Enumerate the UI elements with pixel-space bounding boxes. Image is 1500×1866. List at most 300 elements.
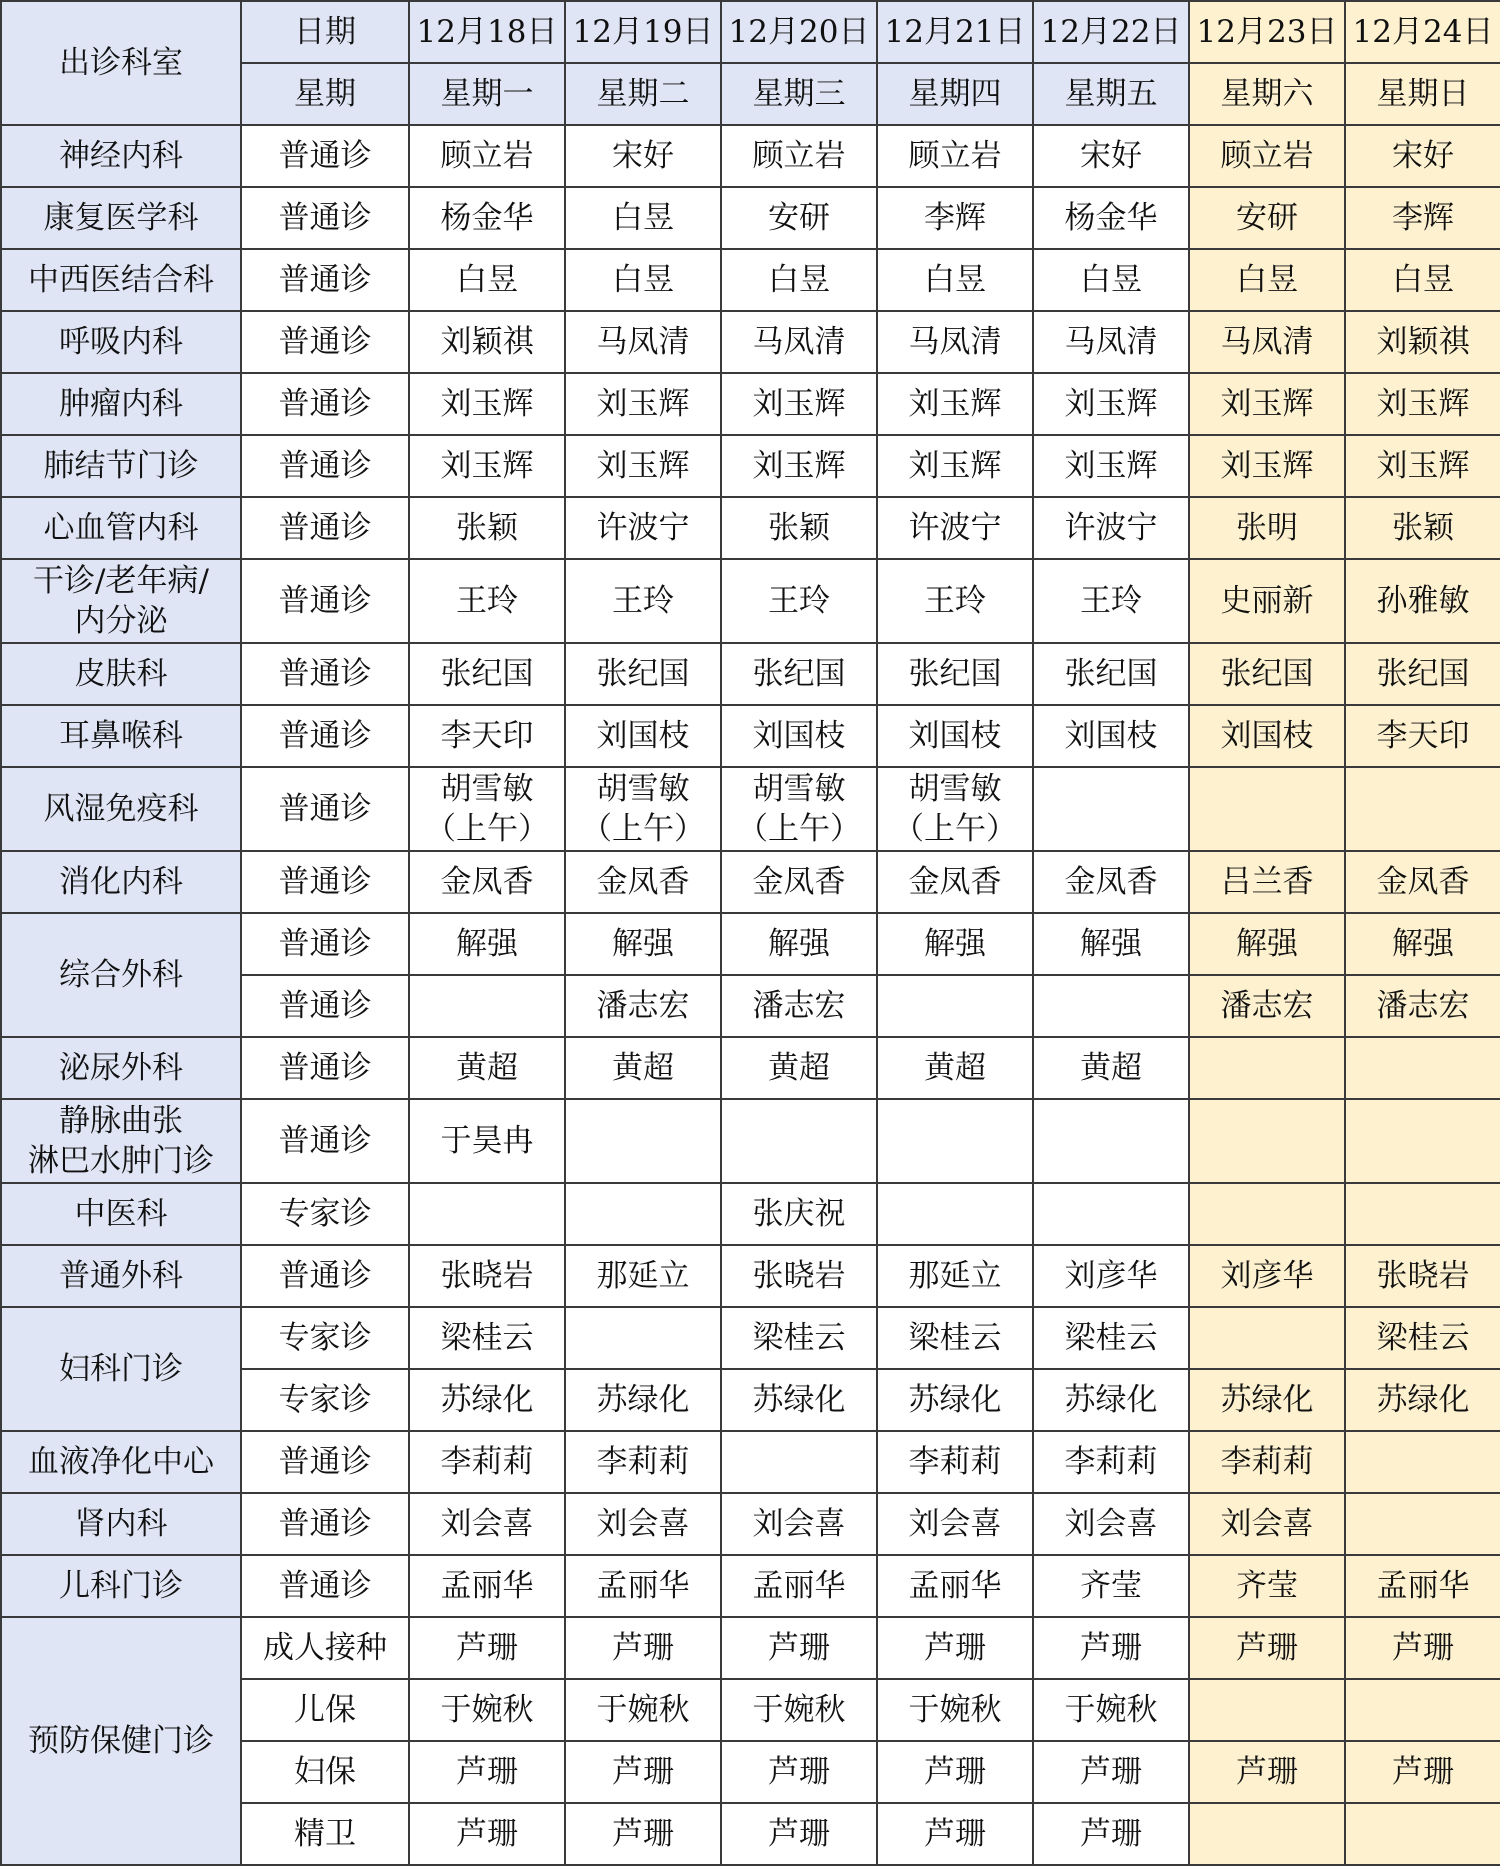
doctor-cell-weekend [1345,125,1500,187]
doctor-cell-weekend [1189,1431,1345,1493]
doctor-cell [877,187,1033,249]
doctor-name: 刘颖祺 [1376,324,1470,360]
clinic-type-cell: 普通诊 [241,187,409,249]
doctor-name: 刘国枝 [596,718,690,754]
date-cell: 12月19日 [565,1,721,63]
doctor-cell-weekend [1189,249,1345,311]
doctor-name: 孟丽华 [596,1568,690,1604]
doctor-name: 黄超 [1080,1050,1142,1086]
doctor-name: 刘玉辉 [1376,386,1470,422]
clinic-type-cell: 普通诊 [241,497,409,559]
doctor-cell [721,1741,877,1803]
doctor-cell [1033,705,1189,767]
doctor-name: 刘玉辉 [1064,448,1158,484]
doctor-name: 黄超 [456,1050,518,1086]
doctor-cell [1033,1431,1189,1493]
schedule-row [1,1037,1500,1099]
schedule-row [1,643,1500,705]
doctor-cell [565,1369,721,1431]
doctor-name: 芦珊 [768,1630,830,1666]
doctor-name: 张纪国 [1220,656,1314,692]
doctor-name: 胡雪敏 [908,771,1002,807]
doctor-name: 芦珊 [768,1816,830,1852]
session-note: （上午） [893,811,1017,847]
doctor-cell [877,311,1033,373]
doctor-cell-weekend [1189,1037,1345,1099]
clinic-type-cell: 普通诊 [241,1431,409,1493]
doctor-name: 解强 [456,926,518,962]
doctor-name: 黄超 [924,1050,986,1086]
doctor-cell-weekend [1189,1369,1345,1431]
doctor-cell [1033,125,1189,187]
clinic-type-cell: 普通诊 [241,913,409,975]
department-cell [1,643,241,705]
doctor-cell [877,497,1033,559]
doctor-cell [1033,1307,1189,1369]
doctor-cell [409,1037,565,1099]
doctor-name: 顾立岩 [1220,138,1314,174]
clinic-type-cell: 普通诊 [241,373,409,435]
doctor-name: 顾立岩 [440,138,534,174]
doctor-cell-weekend [1345,851,1500,913]
doctor-name: 芦珊 [1236,1630,1298,1666]
department-name: 普通外科 [59,1258,183,1294]
department-cell [1,1307,241,1431]
doctor-cell [565,913,721,975]
doctor-cell [1033,1369,1189,1431]
doctor-cell [877,1741,1033,1803]
department-cell [1,1183,241,1245]
doctor-cell [877,1431,1033,1493]
doctor-cell-weekend [1345,1245,1500,1307]
doctor-cell [721,187,877,249]
doctor-cell [721,851,877,913]
doctor-name: 张颖 [768,510,830,546]
department-name: 血液净化中心 [28,1444,214,1480]
doctor-name: 齐莹 [1236,1568,1298,1604]
doctor-cell-weekend [1189,643,1345,705]
doctor-cell [565,705,721,767]
doctor-cell [565,1803,721,1865]
doctor-name: 于婉秋 [1064,1692,1158,1728]
doctor-name: 刘国枝 [1064,718,1158,754]
doctor-cell-weekend [1345,187,1500,249]
doctor-cell [409,1245,565,1307]
doctor-cell-weekend [1189,1183,1345,1245]
doctor-cell [877,1803,1033,1865]
department-name: 儿科门诊 [59,1568,183,1604]
doctor-cell [1033,311,1189,373]
doctor-cell [409,435,565,497]
doctor-cell-weekend [1345,435,1500,497]
schedule-row [1,187,1500,249]
schedule-row [1,1245,1500,1307]
doctor-cell [1033,187,1189,249]
schedule-row [1,125,1500,187]
doctor-cell [565,1307,721,1369]
department-cell [1,767,241,851]
doctor-name: 许波宁 [908,510,1002,546]
doctor-cell [409,311,565,373]
doctor-cell-weekend [1345,559,1500,643]
doctor-name: 刘会喜 [908,1506,1002,1542]
clinic-type-cell: 普通诊 [241,975,409,1037]
doctor-name: 白昱 [612,262,674,298]
department-cell [1,851,241,913]
doctor-cell [409,187,565,249]
doctor-cell [877,1037,1033,1099]
doctor-name: 黄超 [612,1050,674,1086]
clinic-type-cell: 普通诊 [241,705,409,767]
department-name: 中医科 [74,1196,168,1232]
doctor-cell [409,559,565,643]
doctor-name: 解强 [612,926,674,962]
doctor-name: 孟丽华 [752,1568,846,1604]
schedule-row [1,851,1500,913]
doctor-name: 于婉秋 [596,1692,690,1728]
doctor-name: 潘志宏 [596,988,690,1024]
doctor-cell [1033,249,1189,311]
doctor-cell-weekend [1189,373,1345,435]
doctor-name: 解强 [924,926,986,962]
department-name: 肾内科 [74,1506,168,1542]
doctor-cell [877,435,1033,497]
doctor-cell-weekend [1189,1099,1345,1183]
doctor-cell [877,705,1033,767]
department-name: 干诊/老年病/ [33,563,209,599]
doctor-name: 李莉莉 [1064,1444,1158,1480]
doctor-name: 白昱 [612,200,674,236]
doctor-name: 刘会喜 [596,1506,690,1542]
doctor-cell-weekend [1345,311,1500,373]
doctor-cell [409,1369,565,1431]
date-cell-weekend: 12月24日 [1345,1,1500,63]
doctor-cell [409,125,565,187]
doctor-name: 马凤清 [1064,324,1158,360]
doctor-cell-weekend [1189,767,1345,851]
doctor-name: 刘国枝 [908,718,1002,754]
doctor-cell [565,1431,721,1493]
doctor-cell-weekend [1345,1803,1500,1865]
doctor-cell [877,1183,1033,1245]
doctor-name: 潘志宏 [752,988,846,1024]
doctor-name: 齐莹 [1080,1568,1142,1604]
department-cell [1,187,241,249]
doctor-cell [877,643,1033,705]
department-cell [1,559,241,643]
doctor-cell [1033,1617,1189,1679]
clinic-type-cell: 普通诊 [241,125,409,187]
doctor-name: 金凤香 [440,864,534,900]
doctor-name: 刘会喜 [440,1506,534,1542]
doctor-name: 王玲 [612,583,674,619]
clinic-type-cell: 专家诊 [241,1307,409,1369]
doctor-cell [1033,1245,1189,1307]
date-header: 日期 [241,1,409,63]
doctor-name: 杨金华 [440,200,534,236]
doctor-name: 刘彦华 [1064,1258,1158,1294]
doctor-name: 于昊冉 [440,1123,534,1159]
schedule-row [1,1555,1500,1617]
doctor-cell [721,559,877,643]
clinic-type-cell: 专家诊 [241,1183,409,1245]
doctor-cell-weekend [1189,851,1345,913]
doctor-cell-weekend [1345,1679,1500,1741]
doctor-cell-weekend [1189,1803,1345,1865]
doctor-cell-weekend [1189,975,1345,1037]
doctor-name: 安研 [768,200,830,236]
doctor-cell-weekend [1189,435,1345,497]
doctor-cell-weekend [1189,1741,1345,1803]
doctor-name: 张纪国 [596,656,690,692]
session-note: （上午） [425,811,549,847]
doctor-cell [877,1369,1033,1431]
doctor-cell [565,559,721,643]
schedule-row [1,249,1500,311]
doctor-name: 马凤清 [752,324,846,360]
doctor-cell [721,1183,877,1245]
doctor-cell-weekend [1189,913,1345,975]
doctor-cell [565,643,721,705]
doctor-cell [721,373,877,435]
clinic-type-cell: 儿保 [241,1679,409,1741]
schedule-row [1,497,1500,559]
department-cell [1,373,241,435]
session-note: （上午） [737,811,861,847]
doctor-cell-weekend [1345,1037,1500,1099]
department-cell [1,435,241,497]
doctor-name: 李天印 [440,718,534,754]
doctor-cell [877,1245,1033,1307]
schedule-row [1,1307,1500,1369]
clinic-type-cell: 普通诊 [241,851,409,913]
doctor-cell-weekend [1345,643,1500,705]
doctor-cell [721,311,877,373]
doctor-cell-weekend [1189,705,1345,767]
doctor-name: 芦珊 [1392,1630,1454,1666]
department-cell [1,1617,241,1865]
doctor-name: 苏绿化 [1376,1382,1470,1418]
doctor-name: 胡雪敏 [596,771,690,807]
doctor-cell [409,1679,565,1741]
doctor-cell [877,913,1033,975]
doctor-name: 于婉秋 [908,1692,1002,1728]
doctor-cell [565,1245,721,1307]
doctor-cell-weekend [1189,1245,1345,1307]
doctor-name: 刘玉辉 [752,386,846,422]
department-cell [1,1555,241,1617]
doctor-name: 李莉莉 [440,1444,534,1480]
doctor-cell-weekend [1345,975,1500,1037]
schedule-row [1,311,1500,373]
department-name: 妇科门诊 [59,1351,183,1387]
doctor-name: 解强 [768,926,830,962]
doctor-cell [565,1741,721,1803]
doctor-cell [721,767,877,851]
doctor-name: 梁桂云 [1376,1320,1470,1356]
doctor-cell [877,1099,1033,1183]
doctor-name: 刘国枝 [1220,718,1314,754]
doctor-name: 梁桂云 [908,1320,1002,1356]
date-cell-weekend: 12月23日 [1189,1,1345,63]
doctor-name: 刘玉辉 [596,448,690,484]
doctor-cell [565,1099,721,1183]
doctor-cell [1033,1493,1189,1555]
doctor-name: 芦珊 [456,1630,518,1666]
doctor-cell [721,1679,877,1741]
doctor-cell-weekend [1345,497,1500,559]
doctor-name: 苏绿化 [908,1382,1002,1418]
department-cell [1,913,241,1037]
doctor-cell [409,767,565,851]
department-name: 内分泌 [74,603,168,639]
doctor-cell [721,1245,877,1307]
doctor-cell-weekend [1189,1493,1345,1555]
schedule-row [1,1617,1500,1679]
doctor-cell [1033,1741,1189,1803]
doctor-cell [409,1183,565,1245]
weekday-cell: 星期一 [409,63,565,125]
schedule-row [1,435,1500,497]
doctor-name: 刘玉辉 [596,386,690,422]
doctor-cell [409,851,565,913]
doctor-name: 刘彦华 [1220,1258,1314,1294]
doctor-name: 李辉 [1392,200,1454,236]
doctor-name: 芦珊 [612,1754,674,1790]
department-cell [1,497,241,559]
doctor-name: 芦珊 [1080,1630,1142,1666]
department-name: 肺结节门诊 [43,448,199,484]
doctor-cell-weekend [1189,311,1345,373]
department-name: 心血管内科 [43,510,199,546]
doctor-name: 马凤清 [596,324,690,360]
doctor-cell [565,1493,721,1555]
doctor-cell [877,851,1033,913]
clinic-type-cell: 普通诊 [241,1493,409,1555]
doctor-cell [1033,1183,1189,1245]
doctor-name: 苏绿化 [1064,1382,1158,1418]
doctor-cell [565,767,721,851]
doctor-cell [721,1555,877,1617]
schedule-row [1,1099,1500,1183]
clinic-type-cell: 普通诊 [241,311,409,373]
doctor-name: 芦珊 [612,1816,674,1852]
clinic-type-cell: 普通诊 [241,1245,409,1307]
doctor-cell [1033,1099,1189,1183]
doctor-name: 张明 [1236,510,1298,546]
doctor-name: 解强 [1392,926,1454,962]
doctor-name: 孟丽华 [908,1568,1002,1604]
doctor-name: 白昱 [1080,262,1142,298]
doctor-cell [877,1555,1033,1617]
doctor-name: 黄超 [768,1050,830,1086]
doctor-name: 金凤香 [908,864,1002,900]
doctor-name: 芦珊 [924,1754,986,1790]
doctor-cell-weekend [1189,559,1345,643]
weekday-cell-weekend: 星期六 [1189,63,1345,125]
doctor-cell [1033,767,1189,851]
doctor-cell [721,1617,877,1679]
doctor-name: 白昱 [456,262,518,298]
doctor-cell [1033,1803,1189,1865]
doctor-cell-weekend [1345,1555,1500,1617]
doctor-name: 白昱 [1392,262,1454,298]
department-cell [1,1099,241,1183]
doctor-cell [721,125,877,187]
doctor-cell [721,497,877,559]
doctor-name: 胡雪敏 [440,771,534,807]
doctor-name: 刘玉辉 [752,448,846,484]
doctor-cell-weekend [1189,1617,1345,1679]
weekday-cell-weekend: 星期日 [1345,63,1500,125]
department-cell [1,249,241,311]
doctor-cell [721,1431,877,1493]
doctor-cell [409,1555,565,1617]
doctor-name: 刘玉辉 [440,448,534,484]
doctor-cell [565,975,721,1037]
doctor-cell [721,1803,877,1865]
doctor-name: 张颖 [1392,510,1454,546]
schedule-row [1,913,1500,975]
department-cell [1,1493,241,1555]
clinic-type-cell: 普通诊 [241,559,409,643]
doctor-name: 张纪国 [908,656,1002,692]
doctor-name: 芦珊 [1080,1816,1142,1852]
doctor-cell [409,1099,565,1183]
department-name: 呼吸内科 [59,324,183,360]
doctor-name: 马凤清 [1220,324,1314,360]
doctor-name: 李莉莉 [908,1444,1002,1480]
doctor-name: 苏绿化 [1220,1382,1314,1418]
doctor-cell [877,975,1033,1037]
doctor-cell [1033,1555,1189,1617]
doctor-name: 刘玉辉 [908,448,1002,484]
doctor-cell [565,1617,721,1679]
doctor-cell-weekend [1345,1493,1500,1555]
clinic-type-cell: 成人接种 [241,1617,409,1679]
doctor-cell [721,975,877,1037]
department-name: 综合外科 [59,957,183,993]
doctor-cell [565,125,721,187]
doctor-cell [721,913,877,975]
doctor-cell-weekend [1345,1307,1500,1369]
doctor-name: 孟丽华 [440,1568,534,1604]
doctor-name: 刘会喜 [1220,1506,1314,1542]
doctor-name: 杨金华 [1064,200,1158,236]
doctor-name: 金凤香 [1064,864,1158,900]
clinic-type-cell: 普通诊 [241,435,409,497]
date-cell: 12月21日 [877,1,1033,63]
doctor-cell-weekend [1345,1741,1500,1803]
clinic-type-cell: 普通诊 [241,249,409,311]
department-name: 康复医学科 [43,200,199,236]
department-name: 泌尿外科 [59,1050,183,1086]
doctor-name: 潘志宏 [1220,988,1314,1024]
department-cell [1,1431,241,1493]
doctor-name: 马凤清 [908,324,1002,360]
doctor-name: 刘颖祺 [440,324,534,360]
doctor-name: 顾立岩 [752,138,846,174]
doctor-name: 刘玉辉 [1376,448,1470,484]
doctor-cell [877,1307,1033,1369]
date-cell: 12月22日 [1033,1,1189,63]
doctor-cell [1033,559,1189,643]
schedule-row [1,559,1500,643]
department-name: 预防保健门诊 [28,1723,214,1759]
doctor-name: 金凤香 [596,864,690,900]
doctor-cell-weekend [1189,1679,1345,1741]
doctor-name: 宋好 [612,138,674,174]
